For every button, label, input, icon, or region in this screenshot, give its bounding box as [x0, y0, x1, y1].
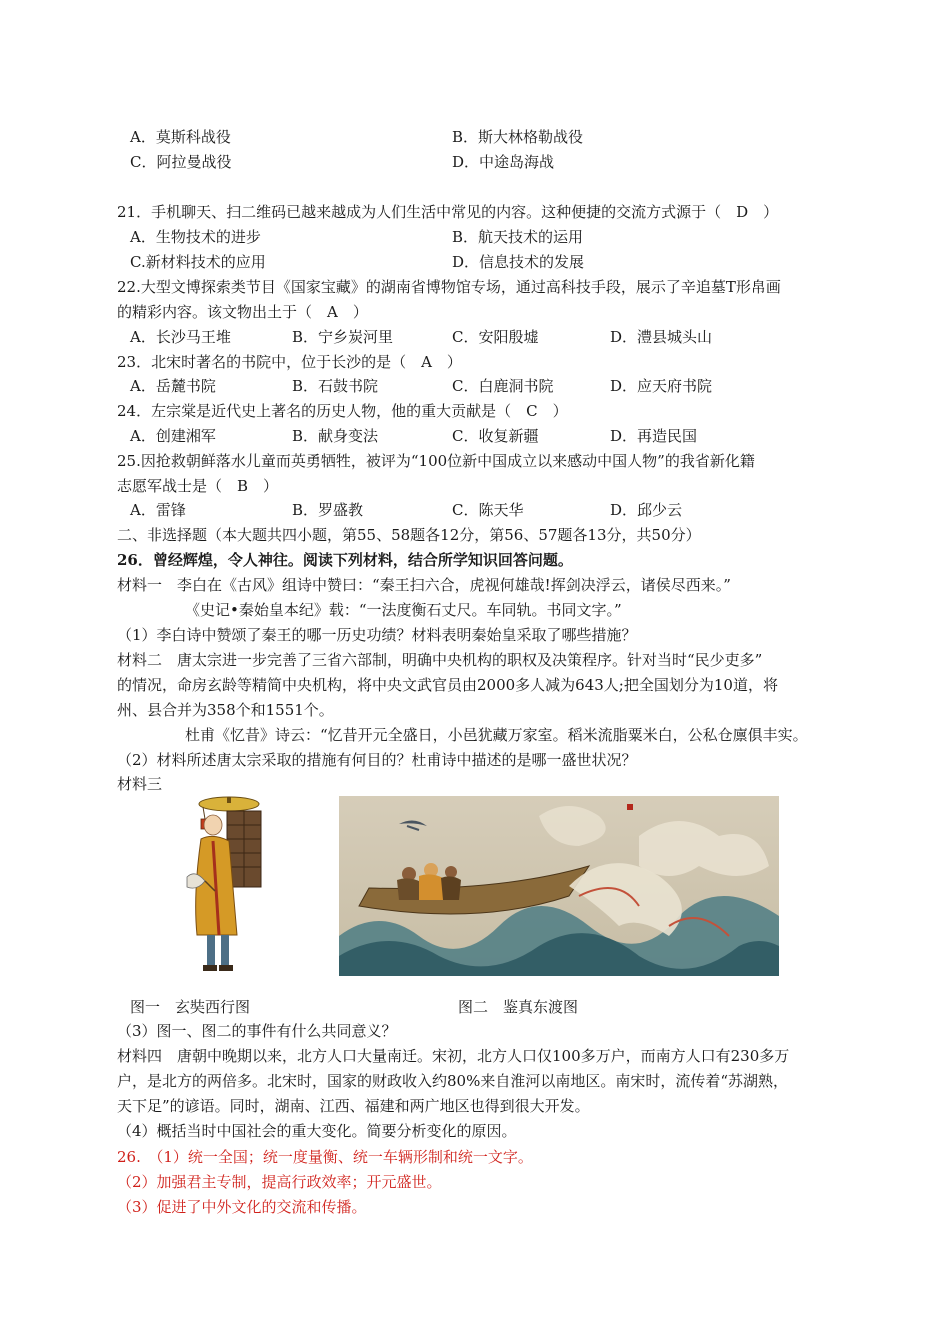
- q22-option-c: C．安阳殷墟: [452, 328, 539, 346]
- q24-option-d: D．再造民国: [610, 427, 698, 445]
- figure2-caption: 图二 鉴真东渡图: [458, 998, 579, 1016]
- q25-option-b: B．罗盛教: [292, 501, 364, 519]
- q26-material2-line2: 的情况，命房玄龄等精简中央机构，将中央文武官员由2000多人减为643人;把全国划分为10道，将: [117, 676, 778, 694]
- q26-sub4: （4）概括当时中国社会的重大变化。简要分析变化的原因。: [117, 1122, 517, 1140]
- section2-heading: 二、非选择题（本大题共四小题，第55、58题各12分，第56、57题各13分，共50分）: [117, 526, 701, 544]
- q26-material4-line2: 户，是北方的两倍多。北宋时，国家的财政收入约80%来自淮河以南地区。南宋时，流传着“苏湖熟，: [117, 1072, 789, 1090]
- q26-material2-line1: 材料二 唐太宗进一步完善了三省六部制，明确中央机构的职权及决策程序。针对当时“民少吏多”: [117, 651, 763, 669]
- q26-sub1: （1）李白诗中赞颂了秦王的哪一历史功绩？材料表明秦始皇采取了哪些措施？: [117, 626, 637, 644]
- q23-option-b: B．石鼓书院: [292, 377, 379, 395]
- q26-material3-label: 材料三: [117, 775, 163, 793]
- jianzhen-figure-image: [339, 796, 779, 976]
- q25-stem-line2: 志愿军战士是（ B ）: [117, 477, 279, 495]
- xuanzang-figure-image: [183, 795, 285, 981]
- q20-option-c: C．阿拉曼战役: [130, 153, 232, 171]
- q26-sub3: （3）图一、图二的事件有什么共同意义？: [117, 1022, 397, 1040]
- q25-option-a: A．雷锋: [130, 501, 186, 519]
- q22-option-b: B．宁乡炭河里: [292, 328, 394, 346]
- q21-option-a: A．生物技术的进步: [130, 228, 261, 246]
- q25-stem-line1: 25.因抢救朝鲜落水儿童而英勇牺牲，被评为“100位新中国成立以来感动中国人物”的我省新化籍: [117, 452, 755, 470]
- answer-line1: 26. （1）统一全国；统一度量衡、统一车辆形制和统一文字。: [117, 1148, 533, 1166]
- q22-option-a: A．长沙马王堆: [130, 328, 231, 346]
- q21-option-d: D．信息技术的发展: [452, 253, 585, 271]
- q25-option-d: D．邱少云: [610, 501, 683, 519]
- q26-material2-line4: 杜甫《忆昔》诗云：“忆昔开元全盛日，小邑犹藏万家室。稻米流脂粟米白，公私仓廪俱丰实。: [185, 726, 808, 744]
- q23-option-d: D．应天府书院: [610, 377, 713, 395]
- q23-option-a: A．岳麓书院: [130, 377, 216, 395]
- q22-stem-line1: 22.大型文博探索类节目《国家宝藏》的湖南省博物馆专场，通过高科技手段，展示了辛追墓T形帛画: [117, 278, 781, 296]
- answer-line3: （3）促进了中外文化的交流和传播。: [117, 1198, 367, 1216]
- q24-option-c: C．收复新疆: [452, 427, 539, 445]
- q20-option-b: B．斯大林格勒战役: [452, 128, 584, 146]
- q26-material1-line2: 《史记•秦始皇本纪》载：“一法度衡石丈尺。车同轨。书同文字。”: [185, 601, 622, 619]
- q21-stem: 21．手机聊天、扫二维码已越来越成为人们生活中常见的内容。这种便捷的交流方式源于（ D ）: [117, 203, 779, 221]
- q26-material1-line1: 材料一 李白在《古风》组诗中赞曰：“秦王扫六合，虎视何雄哉!挥剑决浮云，诸侯尽西来。”: [117, 576, 731, 594]
- q24-option-b: B．献身变法: [292, 427, 379, 445]
- q23-option-c: C．白鹿洞书院: [452, 377, 554, 395]
- q24-option-a: A．创建湘军: [130, 427, 216, 445]
- q23-stem: 23．北宋时著名的书院中，位于长沙的是（ A ）: [117, 353, 462, 371]
- q21-option-c: C.新材料技术的应用: [130, 253, 266, 271]
- q22-option-d: D．澧县城头山: [610, 328, 713, 346]
- q26-stem: 26．曾经辉煌，令人神往。阅读下列材料，结合所学知识回答问题。: [117, 551, 573, 569]
- q24-stem: 24．左宗棠是近代史上著名的历史人物，他的重大贡献是（ C ）: [117, 402, 568, 420]
- q26-material2-line3: 州、县合并为358个和1551个。: [117, 701, 334, 719]
- q21-option-b: B．航天技术的运用: [452, 228, 584, 246]
- q26-material4-line3: 天下足”的谚语。同时，湖南、江西、福建和两广地区也得到很大开发。: [117, 1097, 590, 1115]
- answer-line2: （2）加强君主专制，提高行政效率；开元盛世。: [117, 1173, 442, 1191]
- q26-material4-line1: 材料四 唐朝中晚期以来，北方人口大量南迁。宋初，北方人口仅100多万户，而南方人口有230多万: [117, 1047, 790, 1065]
- q20-option-d: D．中途岛海战: [452, 153, 555, 171]
- q22-stem-line2: 的精彩内容。该文物出土于（ A ）: [117, 303, 368, 321]
- q25-option-c: C．陈天华: [452, 501, 524, 519]
- q26-sub2: （2）材料所述唐太宗采取的措施有何目的？杜甫诗中描述的是哪一盛世状况？: [117, 751, 637, 769]
- figure1-caption: 图一 玄奘西行图: [130, 998, 251, 1016]
- q20-option-a: A．莫斯科战役: [130, 128, 231, 146]
